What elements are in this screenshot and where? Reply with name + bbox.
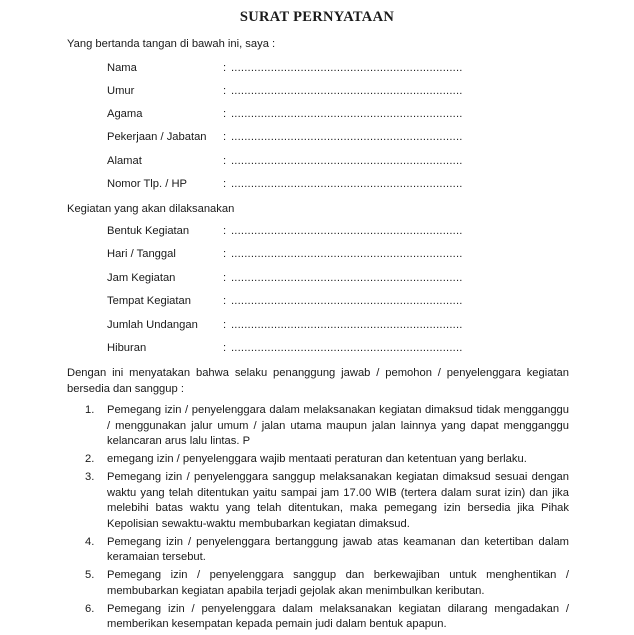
field-row-pekerjaan [107, 131, 463, 147]
field-label: Hari / Tanggal [107, 248, 176, 260]
field-blank: ...................................................................... [231, 319, 463, 331]
field-label: Nama [107, 62, 137, 74]
field-row-jam-kegiatan [107, 272, 463, 288]
field-label: Bentuk Kegiatan [107, 225, 190, 237]
field-blank: ...................................................................... [231, 178, 463, 190]
field-colon: : [223, 62, 227, 74]
list-item [67, 568, 569, 599]
field-colon: : [223, 85, 227, 97]
list-item [67, 403, 569, 450]
field-blank: ...................................................................... [231, 62, 463, 74]
field-row-umur [107, 85, 463, 101]
list-item [67, 470, 569, 532]
list-text: Pemegang izin / penyelenggara sanggup dan berkewajiban untuk menghentikan / membubarkan kegiatan apabila terjadi gejolak akan menimbulkan keributan. [107, 569, 569, 597]
field-row-agama [107, 108, 463, 124]
list-text: Pemegang izin / penyelenggara dalam melaksanakan kegiatan dilarang mengadakan / memberikan kesempatan kepada pemain judi dalam bentuk apapun. [107, 602, 569, 630]
list-number: 5. [85, 569, 95, 581]
section-heading-kegiatan: Kegiatan yang akan dilaksanakan [67, 203, 235, 215]
list-number: 1. [85, 404, 95, 416]
list-item [67, 535, 569, 566]
list-text: Pemegang izin / penyelenggara bertanggung jawab atas keamanan dan ketertiban dalam keramaian tersebut. [107, 535, 569, 563]
list-text: Pemegang izin / penyelenggara dalam melaksanakan kegiatan dimaksud tidak mengganggu / menggunakan jalur umum / jalan utama maupun jalan lainnya yang dapat mengganggu kelancaran arus lalu lintas. P [107, 404, 569, 447]
field-blank: ...................................................................... [231, 155, 463, 167]
list-text: emegang izin / penyelenggara wajib mentaati peraturan dan ketentuan yang berlaku. [107, 453, 527, 465]
field-row-nomor [107, 178, 463, 194]
field-label: Nomor Tlp. / HP [107, 178, 187, 190]
field-blank: ...................................................................... [231, 85, 463, 97]
field-label: Agama [107, 108, 143, 120]
list-number: 3. [85, 471, 95, 483]
intro-text: Yang bertanda tangan di bawah ini, saya : [67, 38, 276, 50]
field-blank: ...................................................................... [231, 108, 463, 120]
field-blank: ...................................................................... [231, 248, 463, 260]
document-title: SURAT PERNYATAAN [239, 9, 395, 25]
field-label: Jam Kegiatan [107, 272, 176, 284]
field-blank: ...................................................................... [231, 295, 463, 307]
statement-paragraph: Dengan ini menyatakan bahwa selaku penanggung jawab / pemohon / penyelenggara kegiatan bersedia dan sanggup : [67, 367, 569, 395]
field-blank: ...................................................................... [231, 225, 463, 237]
field-colon: : [223, 272, 227, 284]
field-colon: : [223, 319, 227, 331]
list-number: 4. [85, 535, 95, 548]
field-label: Umur [107, 85, 135, 97]
field-label: Tempat Kegiatan [107, 295, 191, 307]
field-blank: ...................................................................... [231, 131, 463, 143]
list-item [67, 602, 569, 633]
field-colon: : [223, 248, 227, 260]
field-colon: : [223, 108, 227, 120]
field-colon: : [223, 131, 227, 143]
field-colon: : [223, 155, 227, 167]
field-blank: ...................................................................... [231, 272, 463, 284]
field-label: Alamat [107, 155, 142, 167]
list-item [67, 452, 569, 468]
list-number: 6. [85, 602, 95, 615]
field-colon: : [223, 342, 227, 354]
field-row-hari-tanggal [107, 248, 463, 264]
field-row-nama [107, 62, 463, 78]
list-number: 2. [85, 453, 95, 465]
field-row-alamat [107, 155, 463, 171]
list-text: Pemegang izin / penyelenggara sanggup melaksanakan kegiatan dimaksud sesuai dengan waktu yang telah ditentukan yaitu sampai jam 17.00 WIB (tertera dalam surat izin) dan jika melebihi batas waktu yang telah ditentukan, maka pemegang izin bersedia jika Pihak Kepolisian sewaktu-waktu membubarkan kegiatan dimaksud. [107, 471, 569, 530]
field-blank: ...................................................................... [231, 342, 463, 354]
field-row-hiburan [107, 342, 463, 358]
field-label: Jumlah Undangan [107, 319, 198, 331]
field-label: Hiburan [107, 342, 147, 354]
field-row-tempat-kegiatan [107, 295, 463, 311]
field-row-jumlah-undangan [107, 319, 463, 335]
field-colon: : [223, 178, 227, 190]
field-colon: : [223, 225, 227, 237]
obligations-list [67, 403, 569, 635]
field-colon: : [223, 295, 227, 307]
field-label: Pekerjaan / Jabatan [107, 131, 207, 143]
field-row-bentuk-kegiatan [107, 225, 463, 241]
